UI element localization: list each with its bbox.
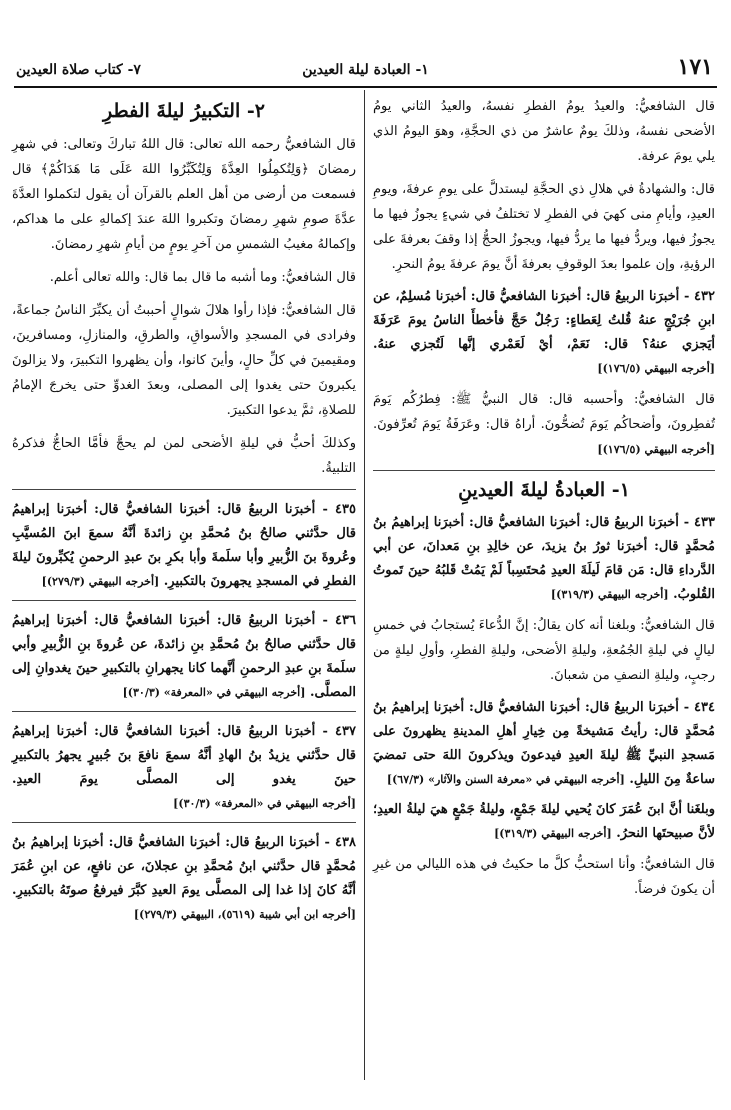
column-divider: [364, 90, 365, 1080]
hadith-433: [373, 511, 715, 607]
hadith-text: ٤٣٢ - أخبرَنا الربيعُ قال: أخبرَنا الشافعيُّ قال: أخبرَنا مُسلِمٌ، عن ابنِ جُرَيْجٍ عنهُ قُلتُ لِعَطاءٍ: رَجُلٌ حَجَّ فأخطأَ الناسُ يومَ عَرَفَةَ أيَجزي عنهُ؟ قال: نَعَمْ، أيْ لَعَمْري إنَّها لَتُجزي عنهُ.: [373, 289, 715, 352]
hadith-436: [12, 609, 356, 705]
separator-line: [373, 470, 715, 471]
paragraph: قال الشافعيُّ: والعيدُ يومُ الفطرِ نفسهُ، والعيدُ الثاني يومُ الأضحى نفسهُ، وذلكَ يومٌ عاشرٌ من ذي الحجَّةِ، وهوَ اليومُ الذي يلي يومَ عرفة.: [373, 99, 715, 164]
narration: [373, 798, 715, 846]
paragraph: قال الشافعيُّ: وأنا استحبُّ كلَّ ما حكيتُ في هذه الليالي من غيرِ أن يكونَ فرضاً.: [373, 857, 715, 897]
hadith-435: [12, 498, 356, 594]
running-book-title: ٧- كتاب صلاة العيدين: [16, 62, 141, 78]
hadith-text: ٤٣٤ - أخبرَنا الربيعُ قال: أخبرَنا الشافعيُّ قال: أخبرَنا إبراهيمُ بنُ مُحمَّدٍ قال: رأيتُ مَشيخةً مِن خِيارِ أهلِ المدينةِ يظهرونَ على مَسجدِ النبيِّ ﷺ ليلةَ العيدِ فيدعونَ ويذكرونَ اللهَ حتى تمضيَ ساعةٌ مِنَ الليلِ.: [373, 700, 715, 787]
paragraph: وكذلكَ أحبُّ في ليلةِ الأضحى لمن لم يحجَّ فأمَّا الحاجُّ فذكرهُ التلبيةُ.: [12, 436, 356, 476]
hadith-reference: [أخرجه البيهقي (١٧٦/٥)]: [597, 443, 715, 456]
separator-line: [12, 600, 356, 601]
hadith-reference: [أخرجه البيهقي في «المعرفة» (٣٠/٣)]: [173, 797, 356, 810]
separator-line: [12, 822, 356, 823]
right-column: [373, 94, 715, 910]
page-number: ١٧١: [677, 54, 713, 80]
paragraph: قال الشافعيُّ: فإذا رأوا هلالَ شوالٍ أحببتُ أن يكبِّرَ الناسُ جماعةً، وفرادى في المسجدِ والأسواقِ، والطرقِ، والمنازلِ، ومسافرينَ، ومقيمينَ في كلِّ حالٍ، وأينَ كانوا، وأن يظهروا التكبيرَ، ولا يزالونَ يكبرونَ حتى يغدوا إلى المصلى، وبعدَ الغدوِّ حتى يخرجَ الإمامُ للصلاةِ، ثمَّ يدعوا التكبيرَ.: [12, 303, 356, 418]
paragraph: قال: والشهادةُ في هلالِ ذي الحجَّةِ ليستدلَّ على يومِ عرفةَ، ويومِ العيدِ، وأيامِ منى كهيَ في الفطرِ لا تختلفُ في شيءٍ يجوزُ فيها ما يجوزُ فيها، ويردُّ فيها ما يردُّ فيها، ويجوزُ الحجُّ إذا وقفَ بعرفةَ على الرؤيةِ، وإن علموا بعدَ الوقوفِ بعرفةَ أنَّ يومَ عرفةَ يومُ النحرِ.: [373, 182, 715, 272]
paragraph-text: قال الشافعيُّ: وأحسبه قال: قال النبيُّ ﷺ: فِطرُكُم يَومَ تُفطِرونَ، وأضحاكُم يَومَ تُضحُّونَ. أراهُ قال: وعَرَفَةُ يَومَ تُعرِّفونَ.: [373, 392, 715, 432]
hadith-text: ٤٣٦ - أخبرَنا الربيعُ قال: أخبرَنا الشافعيُّ قال: أخبرَنا إبراهيمُ قال حدَّثني صالحُ بنُ مُحمَّدِ بنِ زائدةَ، عن عُروةَ بنِ الزُّبيرِ وأبي سلَمةَ بنِ عبدِ الرحمنِ أنَّهما كانا يجهرانِ بالتكبيرِ حينَ يغدوانِ إلى المصلَّى.: [12, 613, 356, 700]
hadith-438: [12, 831, 356, 927]
separator-line: [12, 489, 356, 490]
narration-text: وبلغَنا أنَّ ابنَ عُمَرَ كانَ يُحيي ليلةَ جَمْعٍ، وليلةُ جَمْعٍ هيَ ليلةُ العيدِ؛ لأنَّ صبيحتَها النحرُ.: [373, 802, 715, 841]
section-heading: ٢- التكبيرُ ليلةَ الفطرِ: [103, 100, 265, 122]
paragraph: قال الشافعيُّ رحمه الله تعالى: قال اللهُ تباركَ وتعالى: في شهرِ رمضانَ ﴿وَلِتُكمِلُوا العِدَّةَ وَلِتُكَبِّرُوا اللهَ عَلَى مَا هَدَاكُمْ﴾ قال فسمعت من أرضى من أهل العلم بالقرآن أن يقول لتكملوا العدَّةَ عدَّةَ صومِ شهرِ رمضانَ وتكبروا اللهَ عندَ إكمالهِ على ما هداكم، وإكمالهُ مغيبُ الشمسِ من آخرِ يومٍ من أيامِ شهرِ رمضانَ.: [12, 137, 356, 252]
hadith-text: ٤٣٣ - أخبرَنا الربيعُ قال: أخبرَنا الشافعيُّ قال: أخبرَنا إبراهيمُ بنُ مُحمَّدٍ قال: أخبرَنا ثورُ بنُ يزيدَ، عن خالِدِ بنِ مَعدانَ، عن أبي الدَّرداءِ قال: مَن قامَ لَيلَةَ العيدِ مُحتَسِباً لَمْ يَمُتْ قَلبُهُ حينَ تَموتُ القُلوبُ.: [373, 515, 715, 602]
hadith-reference: [أخرجه البيهقي (٣١٩/٣)]: [494, 827, 612, 840]
hadith-434: [373, 696, 715, 792]
hadith-432: [373, 285, 715, 381]
hadith-437: [12, 720, 356, 816]
page-header: [14, 56, 717, 88]
section-heading: ١- العبادةُ ليلةَ العيدينِ: [458, 479, 630, 501]
hadith-reference: [أخرجه البيهقي في «المعرفة» (٣٠/٣)]: [122, 686, 306, 699]
hadith-text: ٤٣٧ - أخبرَنا الربيعُ قال: أخبرَنا الشافعيُّ قال: أخبرَنا إبراهيمُ قال حدَّثني يزيدُ بنُ الهادِ أنَّهُ سمعَ نافعَ بنَ جُبيرٍ يجهرُ بالتكبيرِ حينَ يغدو إلى المصلَّى يومَ العيدِ.: [12, 724, 356, 787]
separator-line: [12, 711, 356, 712]
paragraph: [373, 387, 715, 462]
paragraph: قال الشافعيُّ: وبلغنا أنه كان يقالُ: إنَّ الدُّعاءَ يُستجابُ في خمسِ ليالٍ في ليلةِ الجُمُعةِ، وليلةِ الأضحى، وليلةِ الفطرِ، وأولِ ليلةٍ من رجبٍ، وليلةِ النصفِ من شعبانَ.: [373, 618, 715, 683]
hadith-reference: [أخرجه البيهقي (٣١٩/٣)]: [550, 588, 669, 601]
running-section-title: ١- العبادة ليلة العيدين: [302, 62, 429, 78]
hadith-reference: [أخرجه البيهقي في «معرفة السنن والآثار» (٦٧/٣)]: [386, 773, 625, 786]
hadith-text: ٤٣٨ - أخبرَنا الربيعُ قال: أخبرَنا الشافعيُّ قال: أخبرَنا إبراهيمُ بنُ مُحمَّدٍ قال حدَّثني ابنُ مُحمَّدِ بنِ عجلانَ، عن نافعٍ، عن ابنِ عُمَرَ أنَّهُ كانَ إذا غدا إلى المصلَّى يومَ العيدِ كبَّرَ فيرفعُ صوتَهُ بالتكبيرِ.: [12, 835, 356, 898]
paragraph: قال الشافعيُّ: وما أشبه ما قال بما قال: والله تعالى أعلم.: [49, 270, 356, 285]
hadith-text: ٤٣٥ - أخبرَنا الربيعُ قال: أخبرَنا الشافعيُّ قال: أخبرَنا إبراهيمُ قال حدَّثني صالحُ بنُ مُحمَّدِ بنِ زائدةَ أنَّهُ سمعَ ابنَ المُسيَّبِ وعُروةَ بنَ الزُّبيرِ وأبا سلَمةَ وأبا بكرِ بنَ عبدِ الرحمنِ يُكبِّرونَ ليلةَ الفطرِ في المسجدِ يجهرونَ بالتكبيرِ.: [12, 502, 356, 589]
left-column: [12, 94, 356, 933]
hadith-reference: [أخرجه ابن أبي شيبة (٥٦١٩)، البيهقي (٢٧٩/٣)]: [133, 908, 356, 921]
hadith-reference: [أخرجه البيهقي (٢٧٩/٣)]: [41, 575, 160, 588]
hadith-reference: [أخرجه البيهقي (١٧٦/٥)]: [597, 362, 715, 375]
